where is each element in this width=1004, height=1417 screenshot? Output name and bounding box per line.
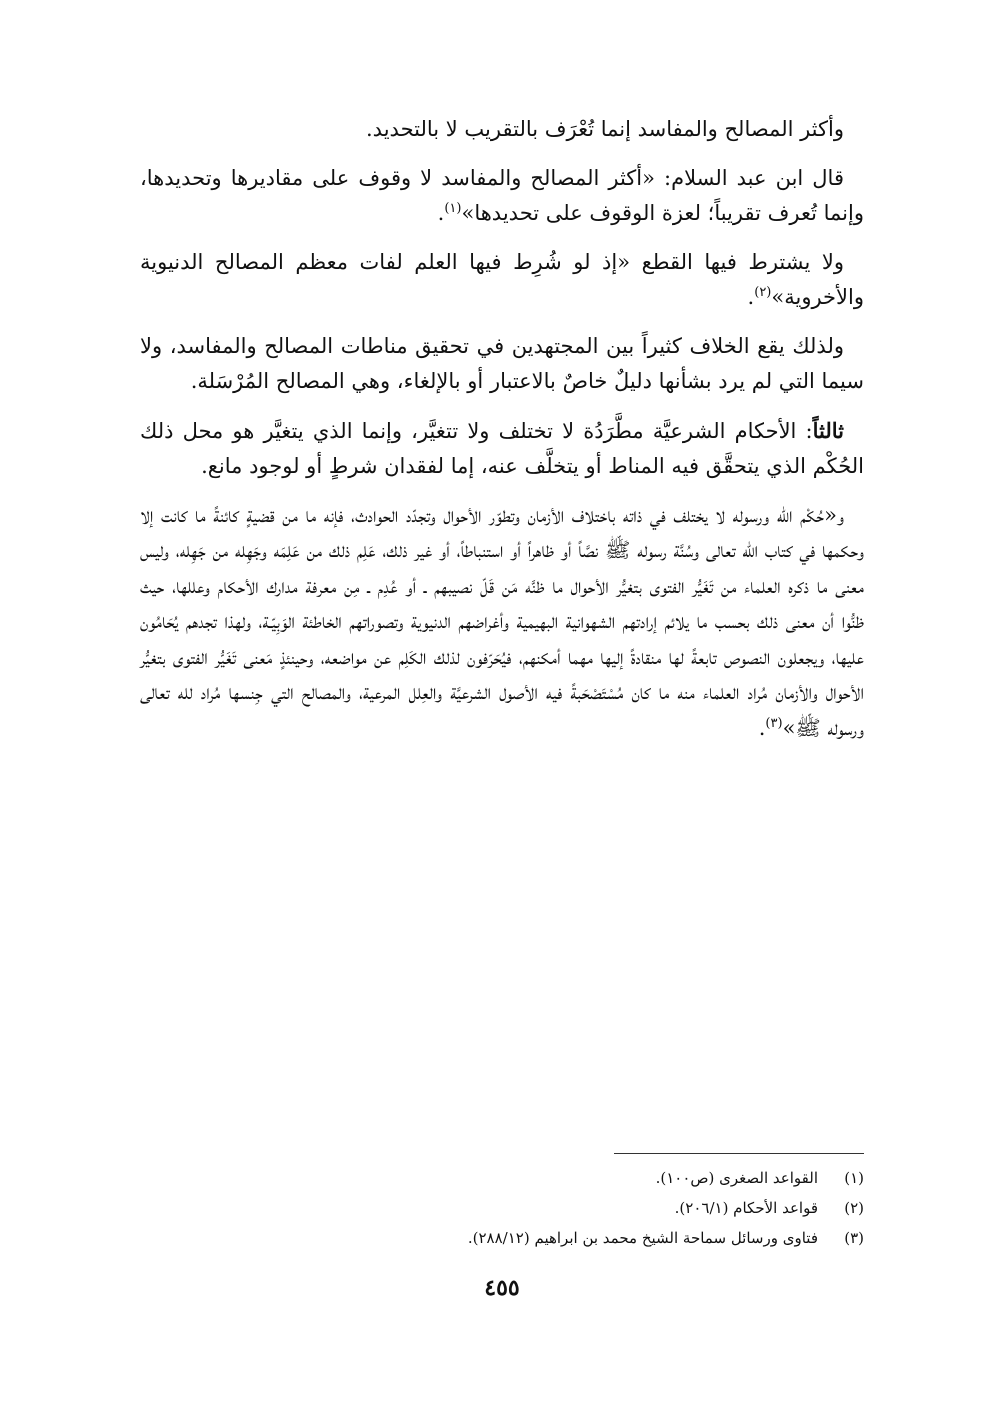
paragraph xyxy=(140,112,864,148)
footnote-divider xyxy=(614,1153,864,1154)
footnote-text: فتاوى ورسائل سماحة الشيخ محمد بن ابراهيم (٢٨٨/١٢). xyxy=(467,1229,818,1247)
paragraph-tail: . xyxy=(747,285,755,309)
paragraph xyxy=(140,245,864,316)
footnote xyxy=(140,1168,864,1188)
paragraph xyxy=(140,329,864,400)
footnote-number: (٢) xyxy=(844,1199,864,1217)
section-lead: ثالثاً xyxy=(812,417,844,443)
footnote-number: (٣) xyxy=(844,1229,864,1247)
footnotes xyxy=(140,1153,864,1258)
paragraph-text: وأكثر المصالح والمفاسد إنما تُعْرَف بالتقريب لا بالتحديد. xyxy=(366,117,844,141)
paragraph-text: و«حُكْم الله ورسوله لا يختلف في ذاته باختلاف الأزمان وتطوّر الأحوال وتجدّد الحوادث، فإنه ما من قضيةٍ كائنةً ما كانت إلا وحكمها في كتاب الله تعالى وسُنَّة رسوله ﷺ نصَّاً أو ظاهراً أو استنباطاً، أو غير ذلك، عَلِم ذلك من عَلِمَه وجَهِله من جَهِله، وليس معنى ما ذكره العلماء من تَغَيُّر الفتوى بتغيُّر الأحوال ما ظنَّه مَن قَلّ نصيبهم ـ أو عُدِم ـ مِن معرفة مدارك الأحكام وعللها، حيث ظنُّوا أن معنى ذلك بحسب ما يلائم إرادتهم الشهوانية البهيمية وأغراضهم الدنيوية وتصوراتهم الخاطئة الوَبِيّـة، ولهذا تجدهم يُحَامُون عليها، ويجعلون النصوص تابعةً لها منقادةً إليها مهما أمكنهم، فيُحَرّفون لذلك الكَلِم عن مواضعه، وحينئذٍ مَعنى تَغَيُّر الفتوى بتغيُّر الأحوال والأزمان مُراد العلماء منه ما كان مُسْتَصْحَبةً فيه الأصول الشرعيَّة والعِلل المرعية، والمصالح التي جِنسها مُراد لله تعالى ورسوله ﷺ» xyxy=(140,502,864,740)
footnote-ref[interactable]: (٢) xyxy=(754,285,772,300)
footnote-text: القواعد الصغرى (ص١٠٠). xyxy=(655,1169,818,1187)
footnote-ref[interactable]: (٣) xyxy=(765,715,783,731)
paragraph-tail: . xyxy=(758,715,766,740)
paragraph-text: ولا يشترط فيها القطع «إذ لو شُرِط فيها العلم لفات معظم المصالح الدنيوية والأخروية» xyxy=(140,249,864,309)
paragraph xyxy=(140,413,864,485)
paragraph-text: : الأحكام الشرعيَّة مطَّرَدُة لا تختلف ولا تتغيَّر، وإنما الذي يتغيَّر هو محل ذلك الحُكْم الذي يتحقَّق فيه المناط أو يتخلَّف عنه، إما لفقدان شرطٍ أو لوجود مانع. xyxy=(140,418,864,478)
footnote-text: قواعد الأحكام (٢٠٦/١). xyxy=(674,1199,818,1217)
paragraph-tail: . xyxy=(437,201,445,225)
page-number: ٤٥٥ xyxy=(484,1275,520,1301)
paragraph xyxy=(140,498,864,747)
footnote-ref[interactable]: (١) xyxy=(444,201,462,216)
footnote xyxy=(140,1228,864,1248)
paragraph-text: قال ابن عبد السلام: «أكثر المصالح والمفاسد لا وقوف على مقاديرها وتحديدها، وإنما تُعرف تقريباً؛ لعزة الوقوف على تحديدها» xyxy=(140,165,864,225)
main-text xyxy=(140,112,864,759)
footnote xyxy=(140,1198,864,1218)
paragraph xyxy=(140,161,864,232)
footnote-number: (١) xyxy=(844,1169,864,1187)
paragraph-text: ولذلك يقع الخلاف كثيراً بين المجتهدين في تحقيق مناطات المصالح والمفاسد، ولا سيما التي لم يرد بشأنها دليلٌ خاصٌ بالاعتبار أو بالإلغاء، وهي المصالح المُرْسَلة. xyxy=(140,333,864,393)
